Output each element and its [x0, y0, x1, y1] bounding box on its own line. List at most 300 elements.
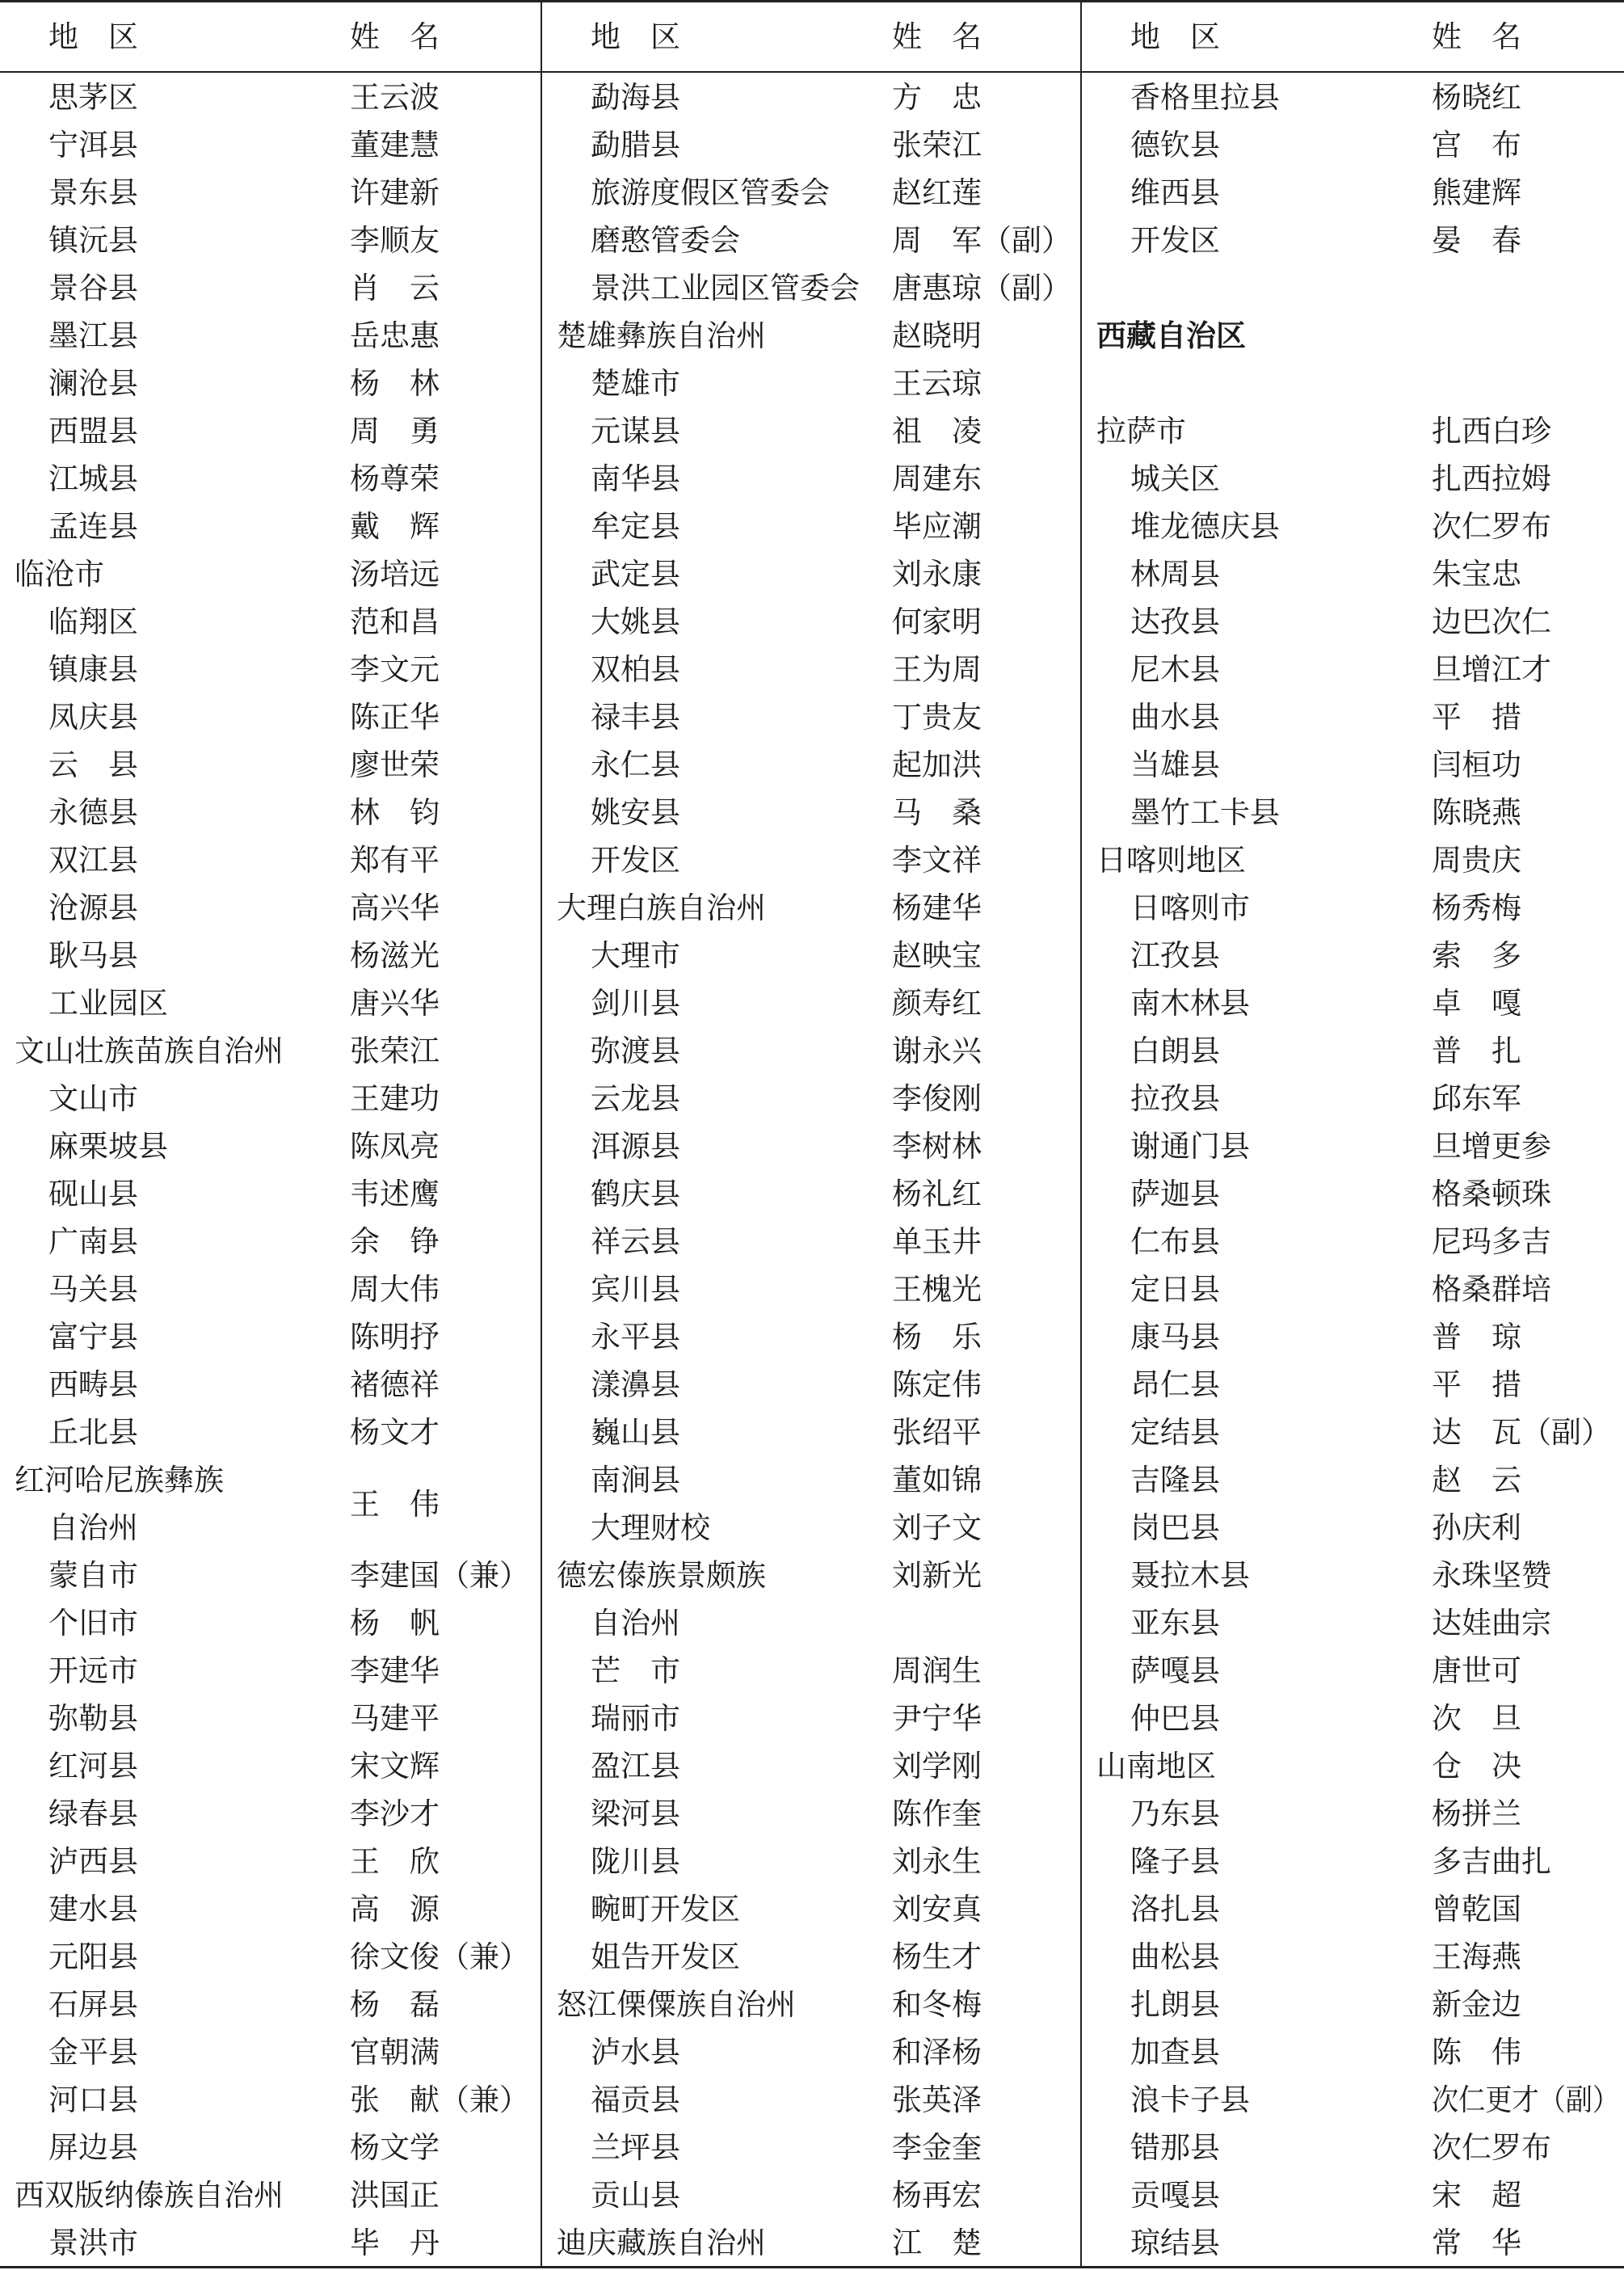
name-cell: 颜寿红 — [892, 986, 982, 1021]
table-row — [1082, 1170, 1624, 1218]
region-cell: 工业园区 — [48, 986, 168, 1021]
region-cell: 陇川县 — [591, 1844, 680, 1879]
region-cell: 西盟县 — [48, 414, 138, 449]
region-cell: 亚东县 — [1130, 1606, 1220, 1640]
table-row — [542, 1838, 1080, 1885]
region-cell: 双江县 — [48, 843, 138, 878]
region-cell: 文山市 — [48, 1081, 138, 1116]
name-cell: 杨滋光 — [350, 938, 440, 973]
region-cell: 思茅区 — [48, 80, 138, 115]
region-cell: 墨江县 — [48, 318, 138, 353]
column-group-3 — [1082, 0, 1624, 2268]
region-cell: 宁洱县 — [48, 128, 138, 162]
name-cell: 次 旦 — [1432, 1701, 1521, 1736]
name-cell: 范和昌 — [350, 604, 440, 639]
region-cell: 浪卡子县 — [1130, 2083, 1250, 2117]
region-cell: 南木林县 — [1130, 986, 1250, 1021]
name-cell: 刘永生 — [892, 1844, 982, 1879]
name-cell: 杨 乐 — [892, 1320, 982, 1354]
region-cell: 绿春县 — [48, 1796, 138, 1831]
table-row — [0, 2171, 541, 2219]
region-cell: 谢通门县 — [1130, 1129, 1250, 1164]
name-cell: 宋 超 — [1432, 2178, 1521, 2213]
table-row — [1082, 932, 1624, 979]
region-cell: 定日县 — [1130, 1272, 1220, 1307]
name-cell: 杨 帆 — [350, 1606, 440, 1640]
region-cell: 楚雄彝族自治州 — [557, 318, 766, 353]
name-cell: 普 琼 — [1432, 1320, 1521, 1354]
table-row — [1082, 884, 1624, 932]
region-cell: 个旧市 — [48, 1606, 138, 1640]
name-cell: 陈明抒 — [350, 1320, 440, 1354]
region-cell: 岗巴县 — [1130, 1510, 1220, 1545]
table-row — [542, 503, 1080, 550]
region-cell: 贡山县 — [591, 2178, 680, 2213]
region-cell: 江城县 — [48, 461, 138, 496]
name-cell: 张英泽 — [892, 2083, 982, 2117]
header-name-label: 姓 名 — [892, 19, 982, 54]
name-cell: 廖世荣 — [350, 748, 440, 782]
table-row — [1082, 2171, 1624, 2219]
table-row — [0, 1075, 541, 1122]
name-cell: 陈定伟 — [892, 1367, 982, 1402]
name-cell: 杨拼兰 — [1432, 1796, 1521, 1831]
region-cell: 勐海县 — [591, 80, 680, 115]
region-cell: 尼木县 — [1130, 652, 1220, 687]
name-cell: 高 源 — [350, 1892, 440, 1927]
region-cell: 拉萨市 — [1096, 414, 1186, 449]
table-row — [0, 741, 541, 789]
table-row — [0, 1742, 541, 1790]
name-cell: 尹宁华 — [892, 1701, 982, 1736]
region-cell: 乃东县 — [1130, 1796, 1220, 1831]
region-cell: 日喀则地区 — [1096, 843, 1246, 878]
table-row — [542, 1647, 1080, 1695]
table-row — [0, 407, 541, 455]
name-cell: 达 瓦（副） — [1432, 1415, 1611, 1450]
region-cell: 曲松县 — [1130, 1939, 1220, 1974]
table-row — [542, 1218, 1080, 1266]
table-row — [542, 1027, 1080, 1075]
name-cell: 边巴次仁 — [1432, 604, 1551, 639]
table-row — [1082, 2028, 1624, 2076]
table-row — [542, 932, 1080, 979]
region-cell: 萨嘎县 — [1130, 1653, 1220, 1688]
name-cell: 唐世可 — [1432, 1653, 1521, 1688]
name-cell: 张 献（兼） — [350, 2083, 529, 2117]
name-cell: 单玉井 — [892, 1224, 982, 1259]
name-cell: 周润生 — [892, 1653, 982, 1688]
section-heading: 西藏自治区 — [1096, 318, 1246, 353]
name-cell: 余 铮 — [350, 1224, 440, 1259]
table-row — [0, 1361, 541, 1409]
name-cell: 方 忠 — [892, 80, 982, 115]
name-cell: 杨尊荣 — [350, 461, 440, 496]
table-row — [0, 1218, 541, 1266]
region-cell: 红河哈尼族彝族 — [15, 1463, 224, 1497]
region-cell: 宾川县 — [591, 1272, 680, 1307]
table-row — [0, 121, 541, 169]
name-cell: 杨 林 — [350, 366, 440, 401]
table-row — [1082, 1218, 1624, 1266]
table-row — [1082, 503, 1624, 550]
table-row — [1082, 2124, 1624, 2171]
region-cell: 加查县 — [1130, 2035, 1220, 2070]
table-row — [542, 1075, 1080, 1122]
name-cell: 褚德祥 — [350, 1367, 440, 1402]
table-row — [0, 503, 541, 550]
header-name-label: 姓 名 — [350, 19, 440, 54]
region-cell: 自治州 — [48, 1510, 138, 1545]
table-row — [1082, 646, 1624, 693]
name-cell: 陈正华 — [350, 700, 440, 735]
table-row — [542, 2171, 1080, 2219]
table-row — [0, 1170, 541, 1218]
table-row — [1082, 550, 1624, 598]
name-cell: 唐兴华 — [350, 986, 440, 1021]
name-cell: 仓 决 — [1432, 1749, 1521, 1784]
region-cell: 扎朗县 — [1130, 1987, 1220, 2022]
header-region-label: 地 区 — [48, 19, 138, 54]
table-row — [1082, 1361, 1624, 1409]
region-cell: 楚雄市 — [591, 366, 680, 401]
name-cell: 常 华 — [1432, 2226, 1521, 2260]
region-cell: 建水县 — [48, 1892, 138, 1927]
name-cell: 徐文俊（兼） — [350, 1939, 529, 1974]
table-row — [542, 217, 1080, 264]
name-cell: 杨建华 — [892, 891, 982, 925]
region-cell: 永平县 — [591, 1320, 680, 1354]
region-cell: 澜沧县 — [48, 366, 138, 401]
table-row — [1082, 1552, 1624, 1599]
name-cell: 普 扎 — [1432, 1034, 1521, 1068]
table-row — [542, 264, 1080, 312]
region-cell: 武定县 — [591, 557, 680, 592]
name-cell: 次仁罗布 — [1432, 2130, 1551, 2165]
name-cell: 达娃曲宗 — [1432, 1606, 1551, 1640]
name-cell: 李顺友 — [350, 223, 440, 258]
region-cell: 瑞丽市 — [591, 1701, 680, 1736]
name-cell: 赵晓明 — [892, 318, 982, 353]
region-cell: 广南县 — [48, 1224, 138, 1259]
region-cell: 开远市 — [48, 1653, 138, 1688]
table-row — [542, 2124, 1080, 2171]
name-cell: 和冬梅 — [892, 1987, 982, 2022]
table-row — [1082, 693, 1624, 741]
name-cell: 谢永兴 — [892, 1034, 982, 1068]
table-row — [1082, 169, 1624, 217]
table-row — [1082, 1647, 1624, 1695]
table-row — [542, 979, 1080, 1027]
name-cell: 闫桓功 — [1432, 748, 1521, 782]
name-cell: 朱宝忠 — [1432, 557, 1521, 592]
table-row — [1082, 1790, 1624, 1838]
name-cell: 周大伟 — [350, 1272, 440, 1307]
name-cell: 江 楚 — [892, 2226, 982, 2260]
name-cell: 次仁更才（副） — [1432, 2083, 1620, 2117]
table-row — [0, 1981, 541, 2028]
name-cell: 和泽杨 — [892, 2035, 982, 2070]
table-row — [542, 1313, 1080, 1361]
name-cell: 汤培远 — [350, 557, 440, 592]
table-row — [1082, 741, 1624, 789]
table-row — [1082, 1933, 1624, 1981]
table-row — [0, 836, 541, 884]
table-row — [542, 646, 1080, 693]
name-cell: 李俊刚 — [892, 1081, 982, 1116]
name-cell: 毕 丹 — [350, 2226, 440, 2260]
region-cell: 姚安县 — [591, 795, 680, 830]
name-cell: 平 措 — [1432, 700, 1521, 735]
name-cell: 张荣江 — [350, 1034, 440, 1068]
region-cell: 山南地区 — [1096, 1749, 1216, 1784]
table-row — [1082, 1075, 1624, 1122]
name-cell: 旦增江才 — [1432, 652, 1551, 687]
region-cell: 禄丰县 — [591, 700, 680, 735]
region-cell: 畹町开发区 — [591, 1892, 740, 1927]
region-cell: 福贡县 — [591, 2083, 680, 2117]
name-cell: 王云波 — [350, 80, 440, 115]
name-cell: 周 军（副） — [892, 223, 1071, 258]
table-row — [0, 1266, 541, 1313]
name-cell: 刘安真 — [892, 1892, 982, 1927]
table-row — [0, 1838, 541, 1885]
name-cell: 宫 布 — [1432, 128, 1521, 162]
region-cell: 漾濞县 — [591, 1367, 680, 1402]
region-cell: 云 县 — [48, 748, 138, 782]
name-cell: 李建华 — [350, 1653, 440, 1688]
table-row — [1082, 1838, 1624, 1885]
region-cell: 金平县 — [48, 2035, 138, 2070]
table-row — [542, 74, 1080, 121]
region-cell: 泸水县 — [591, 2035, 680, 2070]
table-row — [1082, 121, 1624, 169]
table-row — [542, 1456, 1080, 1504]
region-cell: 德钦县 — [1130, 128, 1220, 162]
table-row — [1082, 789, 1624, 836]
region-cell: 维西县 — [1130, 175, 1220, 210]
region-cell: 错那县 — [1130, 2130, 1220, 2165]
region-cell: 勐腊县 — [591, 128, 680, 162]
name-cell: 郑有平 — [350, 843, 440, 878]
region-cell: 云龙县 — [591, 1081, 680, 1116]
name-cell: 杨文学 — [350, 2130, 440, 2165]
region-cell: 堆龙德庆县 — [1130, 509, 1280, 544]
table-row — [0, 598, 541, 646]
region-cell: 弥渡县 — [591, 1034, 680, 1068]
name-cell: 王建功 — [350, 1081, 440, 1116]
table-row — [0, 2076, 541, 2124]
name-cell: 刘新光 — [892, 1558, 982, 1593]
table-row — [542, 550, 1080, 598]
region-cell: 磨憨管委会 — [591, 223, 740, 258]
table-row — [542, 1266, 1080, 1313]
region-cell: 拉孜县 — [1130, 1081, 1220, 1116]
region-cell: 怒江傈僳族自治州 — [557, 1987, 796, 2022]
name-cell: 李树林 — [892, 1129, 982, 1164]
table-row — [0, 1933, 541, 1981]
region-cell: 巍山县 — [591, 1415, 680, 1450]
region-cell: 景洪市 — [48, 2226, 138, 2260]
table-row — [542, 121, 1080, 169]
name-cell: 李文祥 — [892, 843, 982, 878]
region-cell: 大姚县 — [591, 604, 680, 639]
table-row — [0, 360, 541, 407]
region-cell: 永德县 — [48, 795, 138, 830]
table-row — [1082, 1313, 1624, 1361]
name-cell: 马建平 — [350, 1701, 440, 1736]
region-cell: 剑川县 — [591, 986, 680, 1021]
name-cell: 卓 嘎 — [1432, 986, 1521, 1021]
name-cell: 新金边 — [1432, 1987, 1521, 2022]
name-cell: 杨秀梅 — [1432, 891, 1521, 925]
name-cell: 毕应潮 — [892, 509, 982, 544]
name-cell: 马 桑 — [892, 795, 982, 830]
name-cell: 宋文辉 — [350, 1749, 440, 1784]
region-cell: 曲水县 — [1130, 700, 1220, 735]
region-cell: 马关县 — [48, 1272, 138, 1307]
region-cell: 江孜县 — [1130, 938, 1220, 973]
region-cell: 元阳县 — [48, 1939, 138, 1974]
name-cell: 邱东军 — [1432, 1081, 1521, 1116]
region-cell: 大理财校 — [591, 1510, 710, 1545]
table-row — [542, 312, 1080, 360]
table-row — [1082, 217, 1624, 264]
table-row — [0, 312, 541, 360]
table-row — [1082, 1409, 1624, 1456]
name-cell: 周贵庆 — [1432, 843, 1521, 878]
region-cell: 凤庆县 — [48, 700, 138, 735]
table-row — [0, 1885, 541, 1933]
table-row — [542, 741, 1080, 789]
region-cell: 墨竹工卡县 — [1130, 795, 1280, 830]
name-cell: 赵 云 — [1432, 1463, 1521, 1497]
region-cell: 石屏县 — [48, 1987, 138, 2022]
table-row — [0, 169, 541, 217]
region-cell: 沧源县 — [48, 891, 138, 925]
table-row — [542, 884, 1080, 932]
table-row — [0, 217, 541, 264]
table-row — [542, 693, 1080, 741]
name-cell: 赵映宝 — [892, 938, 982, 973]
name-cell: 曾乾国 — [1432, 1892, 1521, 1927]
region-cell: 旅游度假区管委会 — [591, 175, 830, 210]
table-row — [0, 1647, 541, 1695]
table-row — [0, 550, 541, 598]
table-row — [542, 1981, 1080, 2028]
region-cell: 景谷县 — [48, 271, 138, 305]
table-row — [0, 2124, 541, 2171]
name-cell: 杨生才 — [892, 1939, 982, 1974]
table-row — [0, 1599, 541, 1647]
region-cell: 富宁县 — [48, 1320, 138, 1354]
table-row — [542, 1933, 1080, 1981]
name-cell: 杨文才 — [350, 1415, 440, 1450]
column-group-2 — [542, 0, 1080, 2268]
table-row — [1082, 74, 1624, 121]
region-cell: 洛扎县 — [1130, 1892, 1220, 1927]
table-row — [0, 2028, 541, 2076]
name-cell: 杨 磊 — [350, 1987, 440, 2022]
table-row — [1082, 1742, 1624, 1790]
name-cell: 起加洪 — [892, 748, 982, 782]
name-cell: 林 钧 — [350, 795, 440, 830]
name-cell: 杨礼红 — [892, 1177, 982, 1211]
region-cell: 镇康县 — [48, 652, 138, 687]
region-cell: 隆子县 — [1130, 1844, 1220, 1879]
table-row — [0, 1552, 541, 1599]
name-cell: 何家明 — [892, 604, 982, 639]
table-row — [542, 2219, 1080, 2267]
region-cell: 河口县 — [48, 2083, 138, 2117]
region-cell: 白朗县 — [1130, 1034, 1220, 1068]
table-row — [1082, 979, 1624, 1027]
name-cell: 尼玛多吉 — [1432, 1224, 1551, 1259]
table-row — [0, 1313, 541, 1361]
name-cell: 熊建辉 — [1432, 175, 1521, 210]
table-row — [0, 1027, 541, 1075]
name-cell: 洪国正 — [350, 2178, 440, 2213]
region-cell: 姐告开发区 — [591, 1939, 740, 1974]
table-row — [542, 407, 1080, 455]
table-row — [1082, 1122, 1624, 1170]
region-cell: 元谋县 — [591, 414, 680, 449]
name-cell: 次仁罗布 — [1432, 509, 1551, 544]
table-row — [542, 360, 1080, 407]
region-cell: 聂拉木县 — [1130, 1558, 1250, 1593]
table-row — [542, 1504, 1080, 1552]
table-row — [1082, 1695, 1624, 1742]
name-cell: 许建新 — [350, 175, 440, 210]
table-row — [542, 1122, 1080, 1170]
table-row — [1082, 598, 1624, 646]
name-cell: 韦述鹰 — [350, 1177, 440, 1211]
name-cell: 索 多 — [1432, 938, 1521, 973]
table-row — [542, 2028, 1080, 2076]
name-cell: 周 勇 — [350, 414, 440, 449]
region-cell: 临翔区 — [48, 604, 138, 639]
table-row — [0, 74, 541, 121]
region-cell: 麻栗坡县 — [48, 1129, 168, 1164]
name-cell: 肖 云 — [350, 271, 440, 305]
table-row — [0, 932, 541, 979]
table-row — [542, 169, 1080, 217]
name-cell: 高兴华 — [350, 891, 440, 925]
name-cell: 刘子文 — [892, 1510, 982, 1545]
table-row — [0, 789, 541, 836]
region-cell: 泸西县 — [48, 1844, 138, 1879]
table-row — [1082, 1981, 1624, 2028]
name-cell: 晏 春 — [1432, 223, 1521, 258]
region-cell: 林周县 — [1130, 557, 1220, 592]
name-cell: 永珠坚赞 — [1432, 1558, 1551, 1593]
region-cell: 迪庆藏族自治州 — [557, 2226, 766, 2260]
table-row — [542, 455, 1080, 503]
table-row — [1082, 1504, 1624, 1552]
name-cell: 李金奎 — [892, 2130, 982, 2165]
table-row — [1082, 1885, 1624, 1933]
name-cell: 杨再宏 — [892, 2178, 982, 2213]
region-cell: 牟定县 — [591, 509, 680, 544]
region-cell: 红河县 — [48, 1749, 138, 1784]
name-cell: 陈 伟 — [1432, 2035, 1521, 2070]
table-row — [1082, 1027, 1624, 1075]
table-row — [1082, 1456, 1624, 1504]
name-cell: 岳忠惠 — [350, 318, 440, 353]
header-name-label: 姓 名 — [1432, 19, 1521, 54]
table-row — [542, 1742, 1080, 1790]
table-row — [542, 836, 1080, 884]
